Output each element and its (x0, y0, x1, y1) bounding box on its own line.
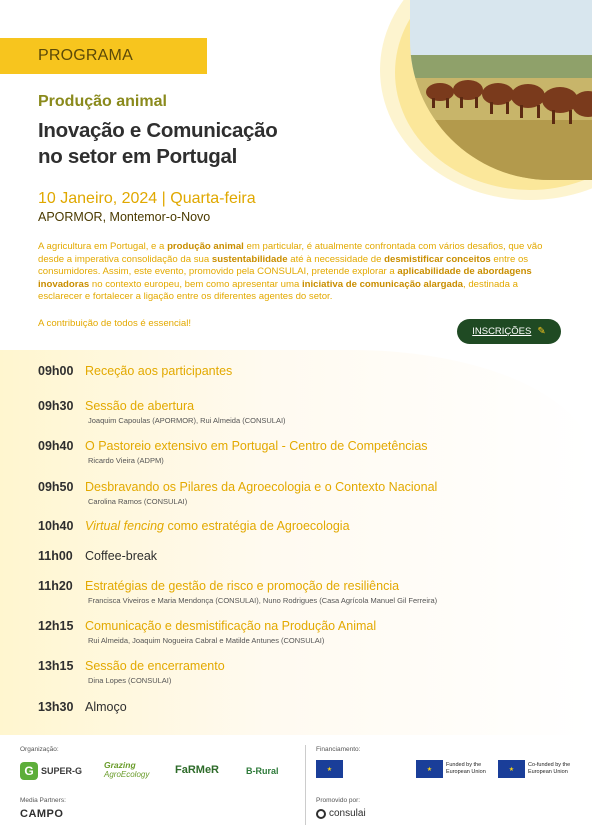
campo-name: CAMPO (20, 808, 64, 820)
event-title-line2: no setor em Portugal (38, 145, 238, 168)
agenda-title: Coffee-break (85, 549, 158, 563)
agenda-time: 09h50 (38, 480, 74, 494)
agenda-time: 09h30 (38, 399, 74, 413)
agenda-time: 13h15 (38, 659, 74, 673)
agenda-title: Estratégias de gestão de risco e promoção de resiliência (85, 579, 400, 593)
promovido-label: Promovido por: (316, 797, 361, 804)
inscricoes-label: INSCRIÇÕES (472, 326, 532, 337)
agenda-speakers: Ricardo Vieira (ADPM) (88, 456, 164, 465)
intro-text: em particular, é atualmente confrontada com vários desafios, que vão desde a imperativa consolidação da sua (38, 241, 543, 265)
agenda-title: Sessão de abertura (85, 399, 195, 413)
grazing-name-1: Grazing (104, 760, 136, 770)
agenda-title: Sessão de encerramento (85, 659, 225, 673)
event-date: 10 Janeiro, 2024 | Quarta-feira (38, 190, 256, 207)
agenda-time: 11h20 (38, 579, 73, 593)
agenda-title: Almoço (85, 700, 127, 714)
intro-text: entre os consumidores. Assim, este evento, promovido pela CONSULAI, pretende explorar a (38, 253, 529, 277)
agenda-title: Receção aos participantes (85, 364, 233, 378)
grazing-name-2: AgroEcology (104, 770, 150, 779)
intro-highlight: produção animal (167, 241, 244, 252)
consulai-name: consulai (329, 808, 366, 819)
agenda-speakers: Rui Almeida, Joaquim Nogueira Cabral e Matilde Antunes (CONSULAI) (88, 636, 325, 645)
agenda-speakers: Francisca Viveiros e Maria Mendonça (CONSULAI), Nuno Rodrigues (Casa Agrícola Manuel Gil Ferreira) (88, 596, 438, 605)
grazing-agroecology-logo (104, 760, 149, 779)
intro-text: A agricultura em Portugal, e a (38, 241, 168, 252)
intro-text: , destinada a esclarecer e fortalecer a ligação entre os diferentes agentes do setor. (38, 278, 518, 302)
consulai-logo (316, 808, 366, 819)
b-rural-name: B-Rural (246, 766, 279, 776)
contribution-note: A contribuição de todos é essencial! (38, 318, 192, 329)
intro-paragraph (38, 241, 558, 304)
event-subtitle: Produção animal (38, 93, 167, 110)
funded-eu-logo (416, 760, 502, 778)
farmer-name: FaRMeR (175, 764, 220, 776)
intro-highlight: aplicabilidade de abordagens inovadoras (38, 266, 532, 290)
agenda-title: Comunicação e desmistificação na Produção Animal (85, 619, 377, 633)
event-venue: APORMOR, Montemor-o-Novo (38, 210, 211, 224)
agenda-title-italic: Virtual fencing (85, 519, 164, 533)
consulai-icon (316, 809, 326, 819)
eu-flag-icon: ★ (416, 760, 443, 778)
eu-flag-icon: ★ (498, 760, 525, 778)
footer-divider (305, 745, 306, 825)
b-rural-logo (246, 766, 279, 776)
financiamento-label: Financiamento: (316, 746, 361, 753)
agenda-time: 09h40 (38, 439, 74, 453)
media-partners-label: Media Partners: (20, 797, 66, 804)
agenda-time: 12h15 (38, 619, 74, 633)
super-g-logo (20, 762, 82, 780)
farmer-logo (175, 764, 219, 776)
eu-flag-icon: ★ (316, 760, 343, 778)
inscricoes-button[interactable] (457, 319, 561, 344)
prr-logo (316, 760, 343, 778)
agenda-time: 13h30 (38, 700, 74, 714)
intro-text: no contexto europeu, bem como apresentar uma (89, 278, 302, 290)
agenda-time: 10h40 (38, 519, 74, 533)
intro-highlight: desmistificar conceitos (384, 253, 491, 265)
agenda-time: 09h00 (38, 364, 74, 378)
agenda-speakers: Dina Lopes (CONSULAI) (88, 676, 172, 685)
agenda-speakers: Joaquim Capoulas (APORMOR), Rui Almeida (CONSULAI) (88, 416, 286, 425)
event-title (38, 118, 277, 170)
intro-highlight: sustentabilidade (211, 253, 288, 265)
agenda-title: Desbravando os Pilares da Agroecologia e o Contexto Nacional (85, 480, 438, 494)
cofunded-eu-logo (498, 760, 588, 778)
wheat-icon: ✎ (537, 326, 546, 337)
agenda-title-rest: como estratégia de Agroecologia (164, 519, 350, 533)
event-title-line1: Inovação e Comunicação (38, 119, 278, 142)
agenda-time: 11h00 (38, 549, 73, 563)
super-g-name: SUPER-G (41, 766, 83, 776)
super-g-icon: G (20, 762, 38, 780)
agenda-title (85, 519, 350, 533)
intro-text: até à necessidade de (287, 253, 385, 265)
cofunded-eu-text: Co-funded by the European Union (528, 762, 571, 775)
agenda-title: O Pastoreio extensivo em Portugal - Centro de Competências (85, 439, 428, 453)
agenda-speakers: Carolina Ramos (CONSULAI) (88, 497, 188, 506)
funded-eu-text: Funded by the European Union (446, 762, 486, 775)
intro-highlight: iniciativa de comunicação alargada (301, 278, 464, 290)
campo-logo (20, 808, 63, 820)
programa-label: PROGRAMA (38, 47, 133, 64)
organizacao-label: Organização: (20, 746, 59, 753)
